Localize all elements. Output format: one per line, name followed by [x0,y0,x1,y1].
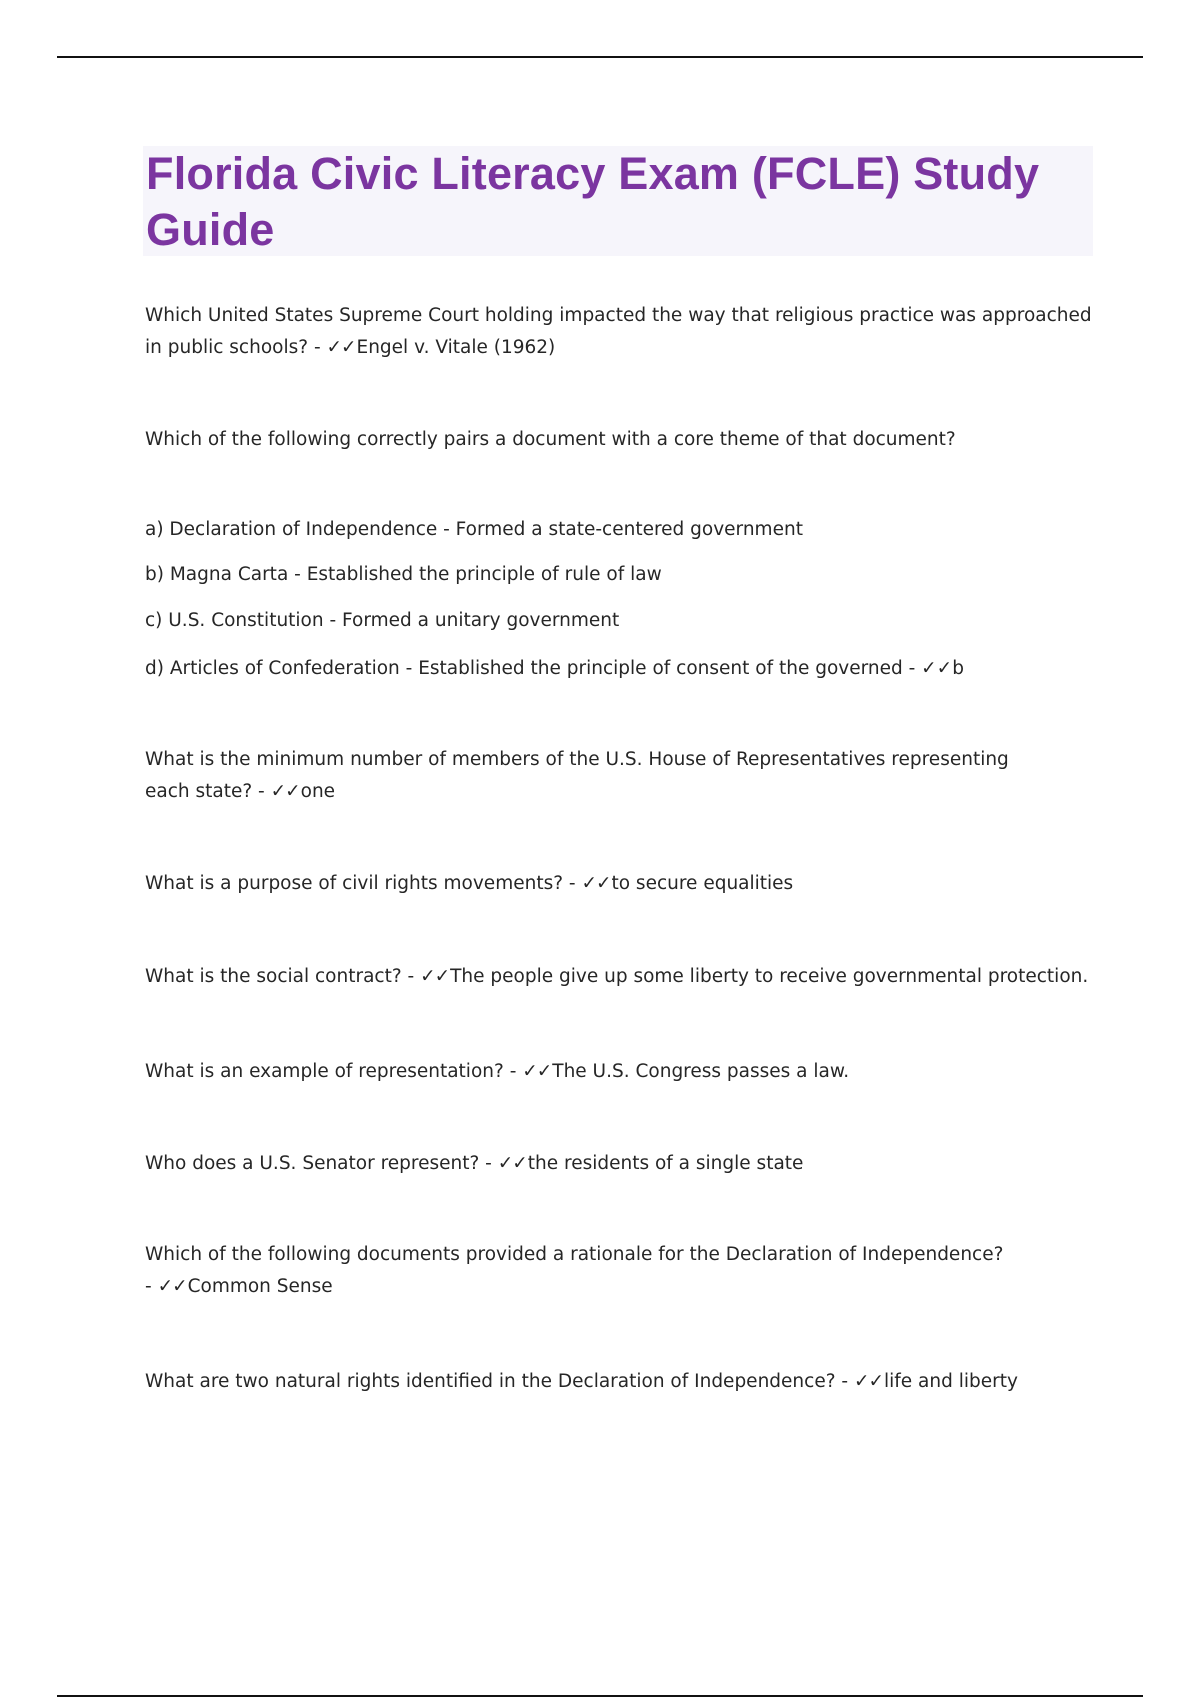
qa-item [145,1056,1095,1088]
question-text: Which United States Supreme Court holding impacted the way that religious practice was approached in public schools? - [145,305,1092,358]
qa-item [145,424,956,456]
answer-text: Engel v. Vitale (1962) [356,337,556,358]
option-text: d) Articles of Confederation - Established the principle of consent of the governed - [145,658,922,679]
qa-item [145,961,1105,993]
answer-text: The people give up some liberty to receive governmental protection. [450,966,1089,987]
check-mark-icon: ✓✓ [420,966,450,987]
option-item [145,653,1095,685]
qa-item [145,868,1095,900]
answer-text: Common Sense [187,1276,333,1297]
question-text: Who does a U.S. Senator represent? - [145,1153,498,1174]
option-item: a) Declaration of Independence - Formed a state-centered government [145,519,803,540]
question-text: Which of the following correctly pairs a document with a core theme of that document? [145,429,956,450]
question-text: What is the minimum number of members of the U.S. House of Representatives representing each state? - [145,749,1009,802]
check-mark-icon: ✓✓ [326,337,356,358]
qa-item [145,744,1045,808]
qa-item [145,300,1095,364]
question-text: What is a purpose of civil rights movements? - [145,873,582,894]
answer-text: life and liberty [883,1371,1018,1392]
bottom-rule [57,1695,1143,1697]
check-mark-icon: ✓✓ [921,658,953,679]
qa-item [145,1239,1005,1303]
top-rule [57,56,1143,58]
question-text: What is the social contract? - [145,966,421,987]
qa-item [145,1148,1095,1180]
question-text: What is an example of representation? - [145,1061,523,1082]
option-item: b) Magna Carta - Established the principle of rule of law [145,564,662,585]
check-mark-icon: ✓✓ [157,1276,187,1297]
title-banner [143,146,1093,256]
check-mark-icon: ✓✓ [522,1061,552,1082]
page-title: Florida Civic Literacy Exam (FCLE) Study Guide [146,148,1040,255]
answer-text: to secure equalities [611,873,794,894]
answer-text: The U.S. Congress passes a law. [552,1061,850,1082]
check-mark-icon: ✓✓ [853,1371,883,1392]
check-mark-icon: ✓✓ [270,781,300,802]
question-text: Which of the following documents provided a rationale for the Declaration of Independence? - [145,1244,1004,1297]
check-mark-icon: ✓✓ [581,873,611,894]
check-mark-icon: ✓✓ [497,1153,527,1174]
question-text: What are two natural rights identified in the Declaration of Independence? - [145,1371,854,1392]
qa-item [145,1366,1095,1398]
answer-text: one [300,781,336,802]
option-item: c) U.S. Constitution - Formed a unitary government [145,610,620,631]
answer-text: b [952,658,964,679]
answer-text: the residents of a single state [527,1153,804,1174]
